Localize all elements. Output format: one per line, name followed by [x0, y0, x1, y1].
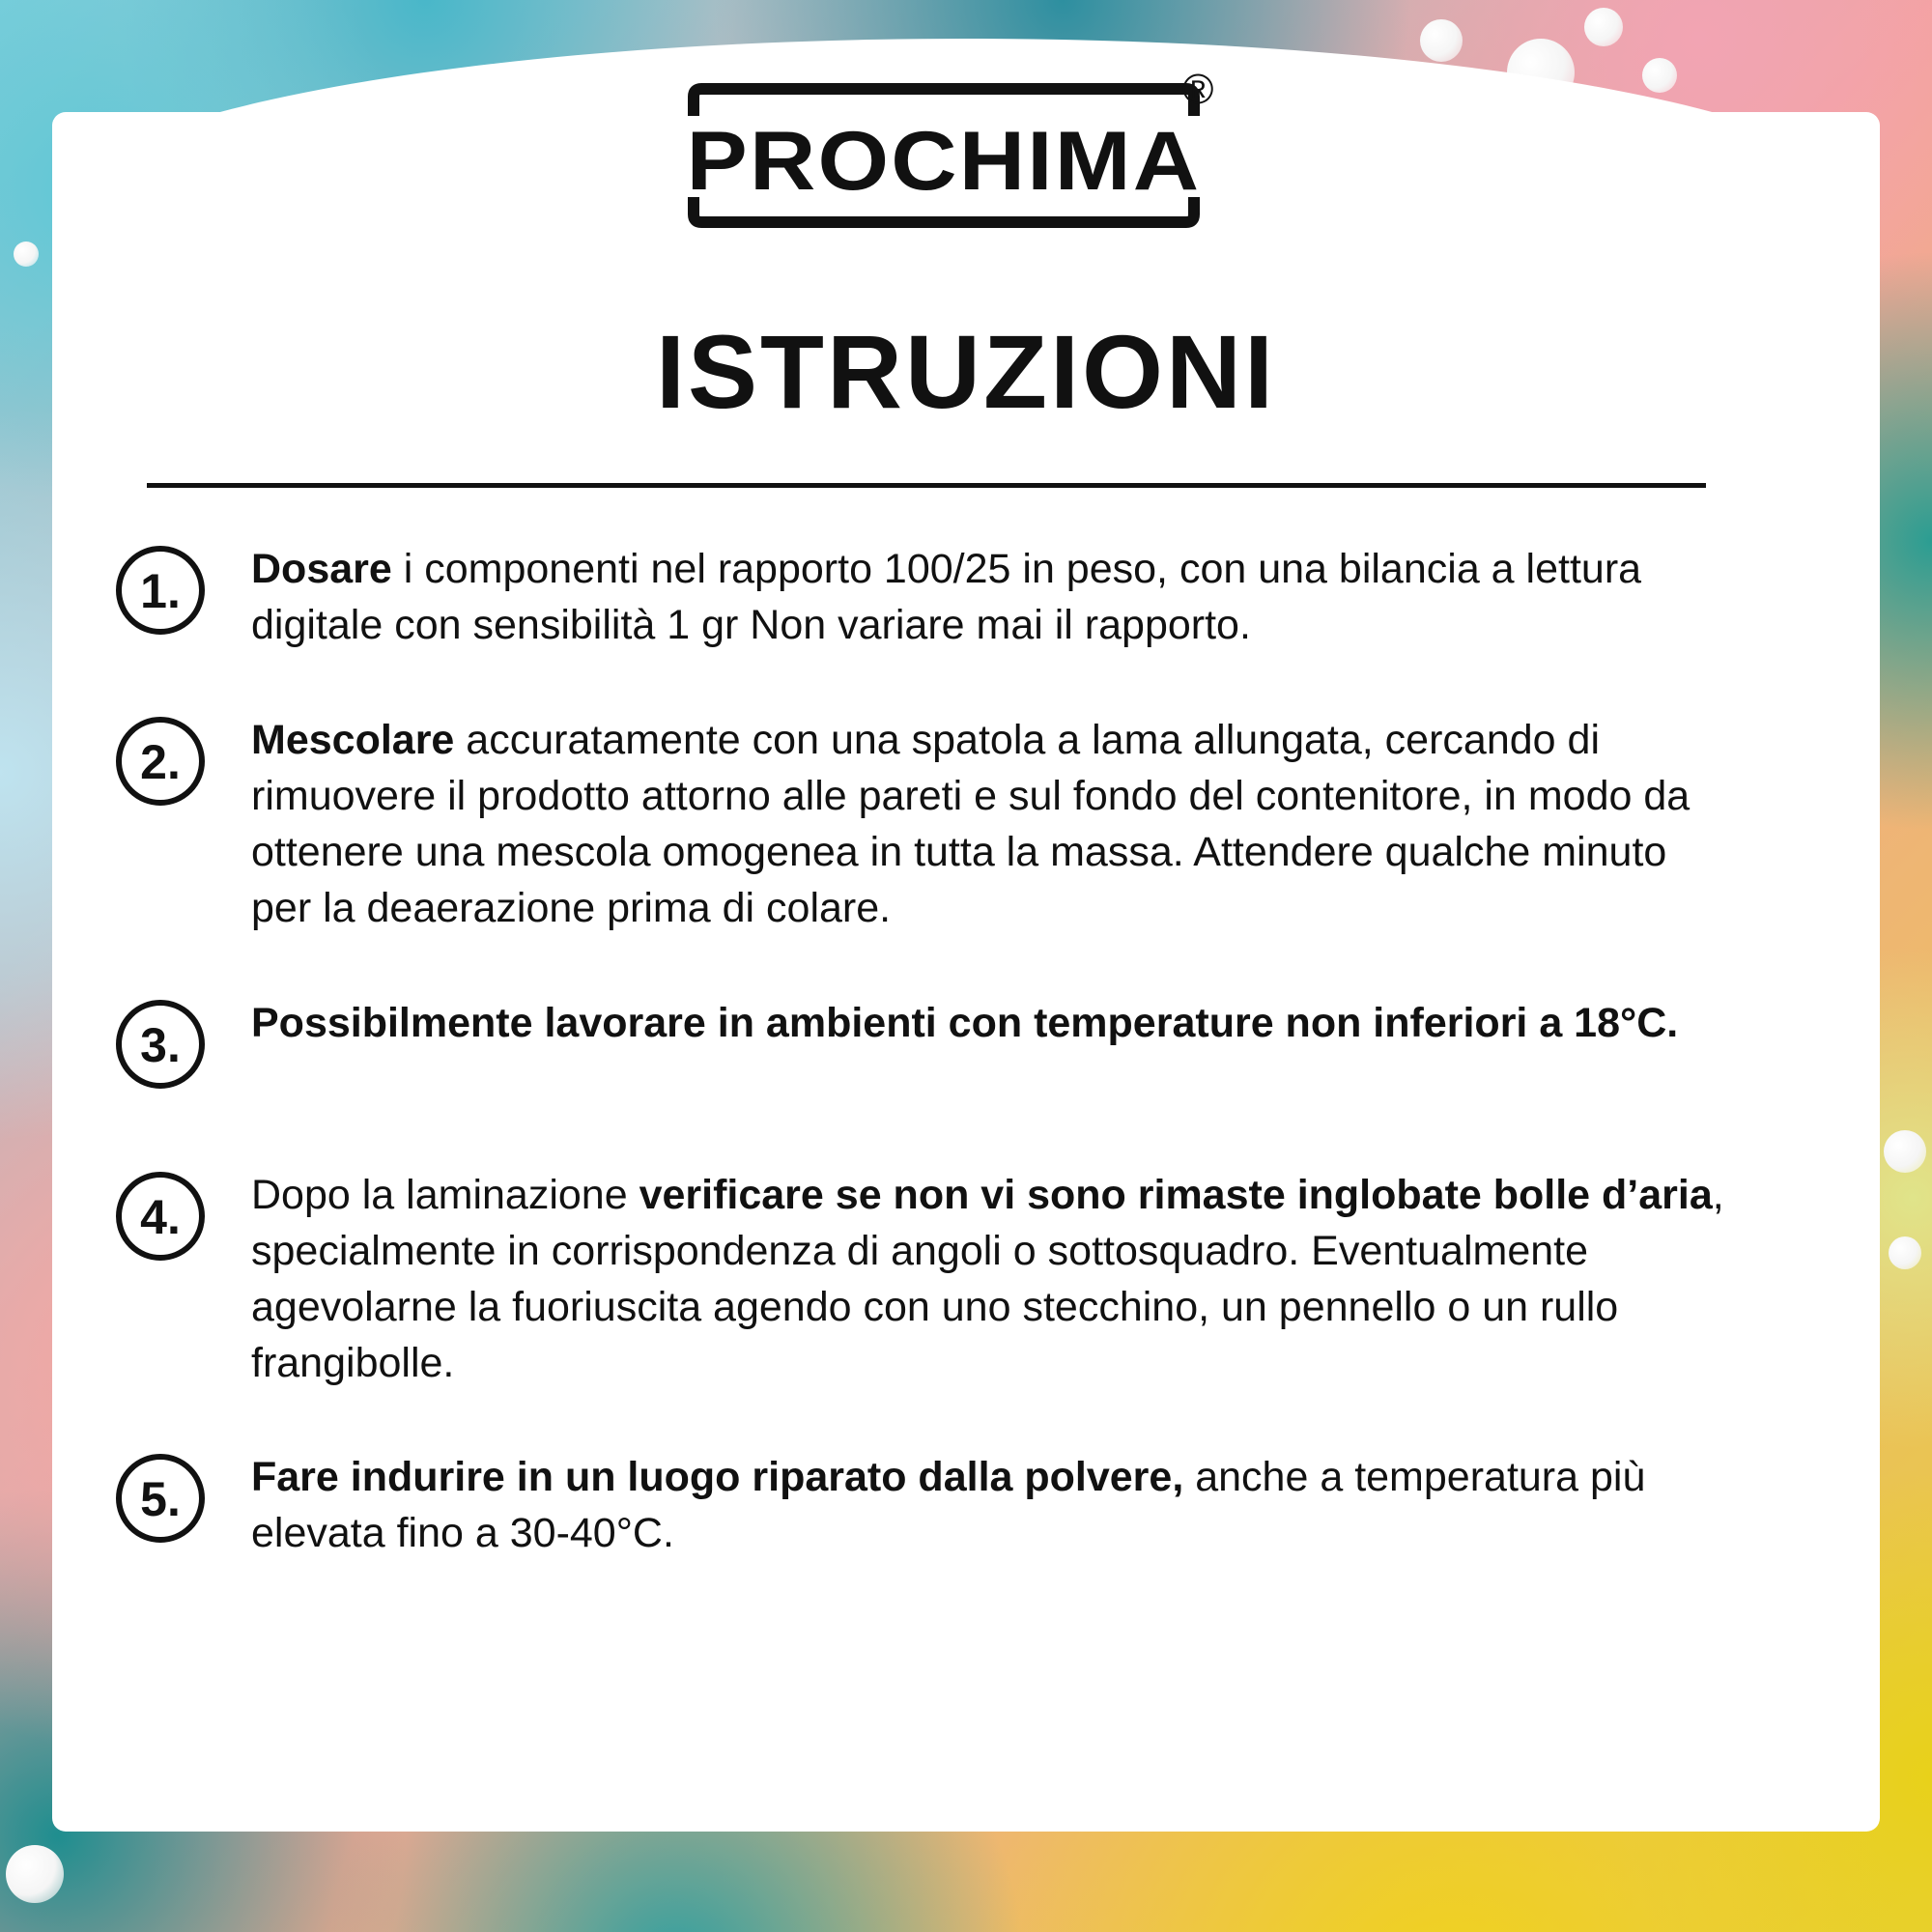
step-rest: accuratamente con una spatola a lama allungata, cercando di rimuovere il prodotto attorno alle pareti e sul fondo del contenitore, in modo da ottenere una mescola omogenea in tutta la massa. Attendere qualche minuto per la deaerazione prima di colare.: [251, 717, 1690, 931]
prochima-logo: [645, 66, 1264, 243]
step-middle-bold: verificare se non vi sono rimaste inglobate bolle d’aria: [639, 1172, 1713, 1218]
step-rest: , specialmente in corrispondenza di angoli o sottosquadro. Eventualmente agevolarne la fuoriuscita agendo con uno stecchino, un pennello o un rullo frangibolle.: [251, 1172, 1724, 1386]
paint-bubble-decoration: [14, 242, 39, 267]
step-number-badge: 3.: [116, 1000, 205, 1089]
step-number-badge: 4.: [116, 1172, 205, 1261]
step-lead: Dopo la laminazione: [251, 1172, 639, 1218]
step-lead-bold: Dosare: [251, 546, 392, 592]
step-lead-bold: Fare indurire in un luogo riparato dalla polvere,: [251, 1454, 1184, 1500]
step-text: [251, 1449, 1729, 1561]
step-text: [251, 712, 1729, 936]
step-lead-bold: Mescolare: [251, 717, 455, 763]
paint-bubble-decoration: [1642, 58, 1677, 93]
step-rest: anche a temperatura più elevata fino a 30-40°C.: [251, 1454, 1646, 1556]
step-text: Possibilmente lavorare in ambienti con temperature non inferiori a 18°C.: [251, 1000, 1679, 1046]
registered-mark: ®: [1182, 66, 1214, 113]
step-number-badge: 1.: [116, 546, 205, 635]
paint-bubble-decoration: [1584, 8, 1623, 46]
paint-bubble-decoration: [1884, 1130, 1926, 1173]
logo-wordmark: PROCHIMA: [686, 115, 1202, 208]
step-text: [251, 541, 1729, 653]
step-rest: i componenti nel rapporto 100/25 in peso, con una bilancia a lettura digitale con sensibilità 1 gr Non variare mai il rapporto.: [251, 546, 1642, 648]
step-text: [251, 1167, 1729, 1391]
paint-bubble-decoration: [1889, 1236, 1921, 1269]
title-divider: [147, 483, 1706, 488]
step-number-badge: 5.: [116, 1454, 205, 1543]
page-title: ISTRUZIONI: [656, 313, 1276, 430]
paint-bubble-decoration: [1420, 19, 1463, 62]
step-number-badge: 2.: [116, 717, 205, 806]
paint-bubble-decoration: [6, 1845, 64, 1903]
